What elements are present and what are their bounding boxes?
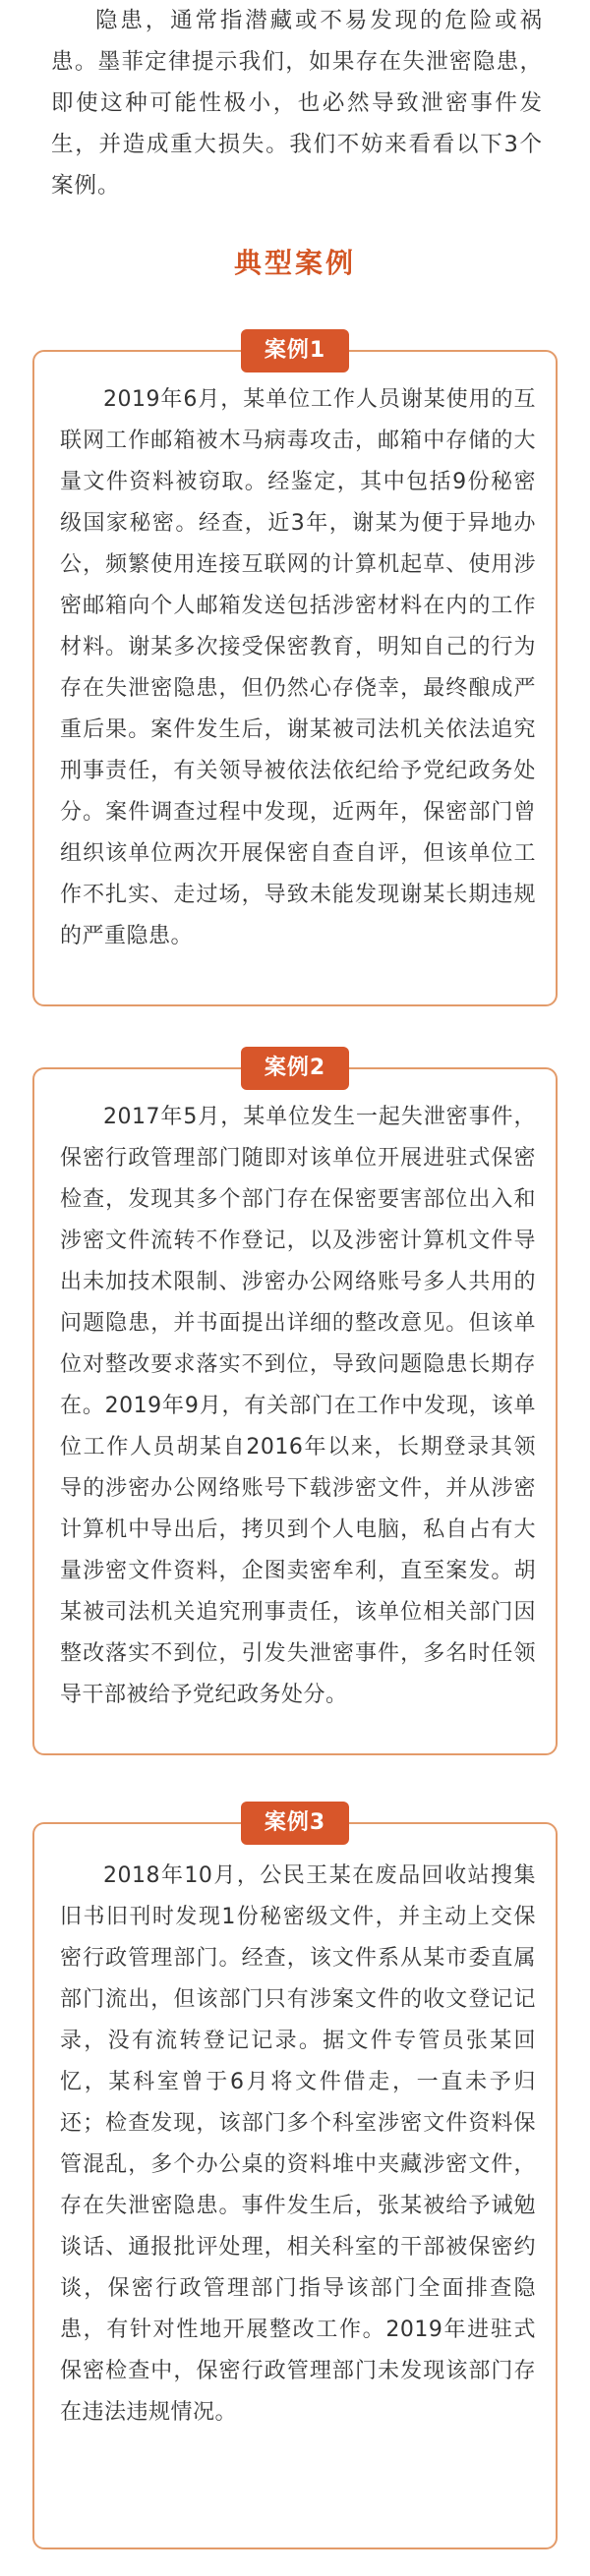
case-text-3: 2018年10月，公民王某在废品回收站搜集旧书旧刊时发现1份秘密级文件，并主动上交保密行政管理部门。经查，该文件系从某市委直属部门流出，但该部门只有涉案文件的收文登记记录，没有流转登记记录。据文件专管员张某回忆，某科室曾于6月将文件借走，一直未予归还；检查发现，该部门多个科室涉密文件资料保管混乱，多个办公桌的资料堆中夹藏涉密文件，存在失泄密隐患。事件发生后，张某被给予诫勉谈话、通报批评处理，相关科室的干部被保密约谈，保密行政管理部门指导该部门全面排查隐患，有针对性地开展整改工作。2019年进驻式保密检查中，保密行政管理部门未发现该部门存在违法违规情况。 bbox=[60, 1863, 536, 2425]
case-card-2 bbox=[32, 1056, 558, 1755]
section-title: 典型案例 bbox=[233, 247, 356, 279]
intro-paragraph: 隐患，通常指潜藏或不易发现的危险或祸患。墨菲定律提示我们，如果存在失泄密隐患，即使这种可能性极小，也必然导致泄密事件发生，并造成重大损失。我们不妨来看看以下3个案例。 bbox=[51, 8, 543, 199]
case-badge-2: 案例2 bbox=[241, 1047, 349, 1090]
case-text-2: 2017年5月，某单位发生一起失泄密事件，保密行政管理部门随即对该单位开展进驻式保密检查，发现其多个部门存在保密要害部位出入和涉密文件流转不作登记，以及涉密计算机文件导出未加技术限制、涉密办公网络账号多人共用的问题隐患，并书面提出详细的整改意见。但该单位对整改要求落实不到位，导致问题隐患长期存在。2019年9月，有关部门在工作中发现，该单位工作人员胡某自2016年以来，长期登录其领导的涉密办公网络账号下载涉密文件，并从涉密计算机中导出后，拷贝到个人电脑，私自占有大量涉密文件资料，企图卖密牟利，直至案发。胡某被司法机关追究刑事责任，该单位相关部门因整改落实不到位，引发失泄密事件，多名时任领导干部被给予党纪政务处分。 bbox=[60, 1105, 536, 1707]
case-text-1: 2019年6月，某单位工作人员谢某使用的互联网工作邮箱被木马病毒攻击，邮箱中存储的大量文件资料被窃取。经鉴定，其中包括9份秘密级国家秘密。经查，近3年，谢某为便于异地办公，频繁使用连接互联网的计算机起草、使用涉密邮箱向个人邮箱发送包括涉密材料在内的工作材料。谢某多次接受保密教育，明知自己的行为存在失泄密隐患，但仍然心存侥幸，最终酿成严重后果。案件发生后，谢某被司法机关依法追究刑事责任，有关领导被依法依纪给予党纪政务处分。案件调查过程中发现，近两年，保密部门曾组织该单位两次开展保密自查自评，但该单位工作不扎实、走过场，导致未能发现谢某长期违规的严重隐患。 bbox=[60, 387, 536, 948]
case-card-3 bbox=[32, 1810, 558, 2549]
case-badge-1: 案例1 bbox=[241, 329, 349, 372]
case-card-1 bbox=[32, 338, 558, 1006]
case-badge-3: 案例3 bbox=[241, 1802, 349, 1845]
